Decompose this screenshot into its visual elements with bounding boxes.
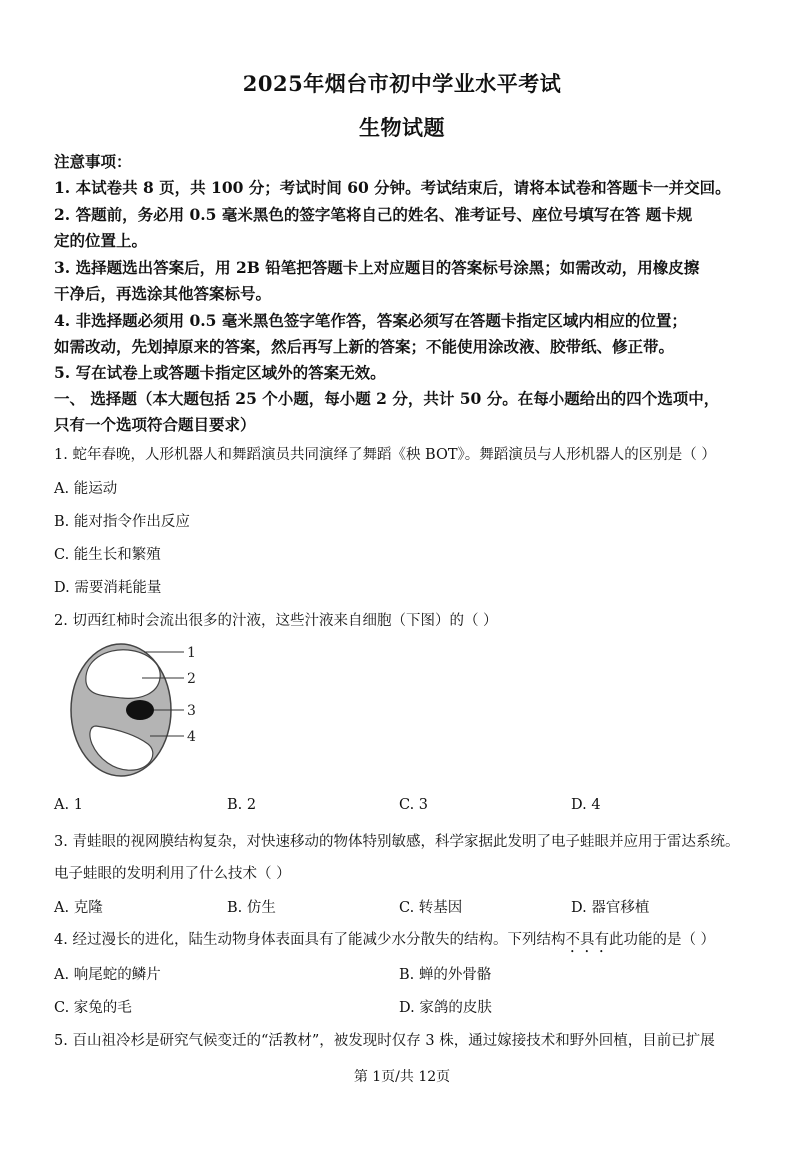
question-4-stem-end: 此功能的是（ ） — [608, 932, 716, 948]
notice-item-1: 1. 本试卷共 8 页，共 100 分；考试时间 60 分钟。考试结束后，请将本试卷和答题卡一并交回。 — [54, 178, 731, 197]
notice-heading: 注意事项： — [54, 152, 132, 171]
question-4-stem — [54, 928, 715, 956]
exam-subtitle: 生物试题 — [359, 115, 445, 140]
exam-title: 2025年烟台市初中学业水平考试 — [242, 71, 562, 96]
notice-item-5: 5. 写在试卷上或答题卡指定区域外的答案无效。 — [54, 363, 386, 382]
nucleus — [126, 700, 154, 720]
question-2-option-c: C. 3 — [399, 797, 429, 813]
question-1-option-a: A. 能运动 — [54, 481, 118, 497]
cell-label-2: 2 — [187, 671, 196, 687]
upper-vacuole — [86, 650, 160, 699]
question-4-option-a: A. 响尾蛇的鳞片 — [54, 967, 161, 983]
question-4-option-b: B. 蝉的外骨骼 — [399, 967, 492, 983]
page-number: 第 1页/共 12页 — [353, 1069, 451, 1085]
question-2-stem: 2. 切西红柿时会流出很多的汁液，这些汁液来自细胞（下图）的（ ） — [54, 613, 498, 629]
question-1-option-d: D. 需要消耗能量 — [54, 580, 162, 596]
notice-item-2-line-1: 2. 答题前，务必用 0.5 毫米黑色的签字笔将自己的姓名、准考证号、座位号填写在答 题卡规 — [54, 205, 693, 224]
question-3-option-c: C. 转基因 — [399, 900, 463, 916]
question-1-option-b: B. 能对指令作出反应 — [54, 514, 190, 530]
question-4-emphasis: 不具有 — [565, 932, 609, 948]
cell-label-4: 4 — [187, 729, 196, 745]
question-4-option-d: D. 家鸽的皮肤 — [399, 1000, 492, 1016]
question-3-stem-line-1: 3. 青蛙眼的视网膜结构复杂，对快速移动的物体特别敏感，科学家据此发明了电子蛙眼并应用于雷达系统。 — [54, 834, 740, 850]
question-2-option-b: B. 2 — [227, 797, 257, 813]
section-heading-line-2: 只有一个选项符合题目要求） — [54, 415, 256, 434]
notice-item-3-line-1: 3. 选择题选出答案后，用 2B 铅笔把答题卡上对应题目的答案标号涂黑；如需改动，用橡皮擦 — [54, 258, 700, 277]
section-heading-line-1: 一、 选择题（本大题包括 25 个小题，每小题 2 分，共计 50 分。在每小题给出的四个选项中， — [54, 389, 720, 408]
question-2-option-a: A. 1 — [54, 797, 83, 813]
question-3-option-d: D. 器官移植 — [571, 900, 650, 916]
question-3-option-a: A. 克隆 — [54, 900, 103, 916]
question-4-stem-start: 4. 经过漫长的进化，陆生动物身体表面具有了能减少水分散失的结构。下列结构 — [54, 932, 566, 948]
cell-label-3: 3 — [187, 703, 196, 719]
notice-item-4-line-1: 4. 非选择题必须用 0.5 毫米黑色签字笔作答，答案必须写在答题卡指定区域内相应的位置； — [54, 311, 687, 330]
cell-label-1: 1 — [187, 645, 196, 661]
notice-item-2-line-2: 定的位置上。 — [54, 231, 148, 250]
question-1-stem: 1. 蛇年春晚，人形机器人和舞蹈演员共同演绎了舞蹈《秧 BOT》。舞蹈演员与人形机器人的区别是（ ） — [54, 447, 716, 463]
notice-item-4-line-2: 如需改动，先划掉原来的答案，然后再写上新的答案；不能使用涂改液、胶带纸、修正带。 — [54, 337, 675, 356]
question-2-option-d: D. 4 — [571, 797, 601, 813]
question-5-stem-line-1: 5. 百山祖冷杉是研究气候变迁的“活教材”，被发现时仅存 3 株，通过嫁接技术和野外回植，目前已扩展 — [54, 1033, 715, 1049]
question-1-option-c: C. 能生长和繁殖 — [54, 547, 161, 563]
plant-cell-diagram — [66, 640, 216, 780]
notice-item-3-line-2: 干净后，再选涂其他答案标号。 — [54, 284, 272, 303]
question-4-option-c: C. 家兔的毛 — [54, 1000, 132, 1016]
question-3-option-b: B. 仿生 — [227, 900, 276, 916]
question-3-stem-line-2: 电子蛙眼的发明利用了什么技术（ ） — [54, 866, 291, 882]
